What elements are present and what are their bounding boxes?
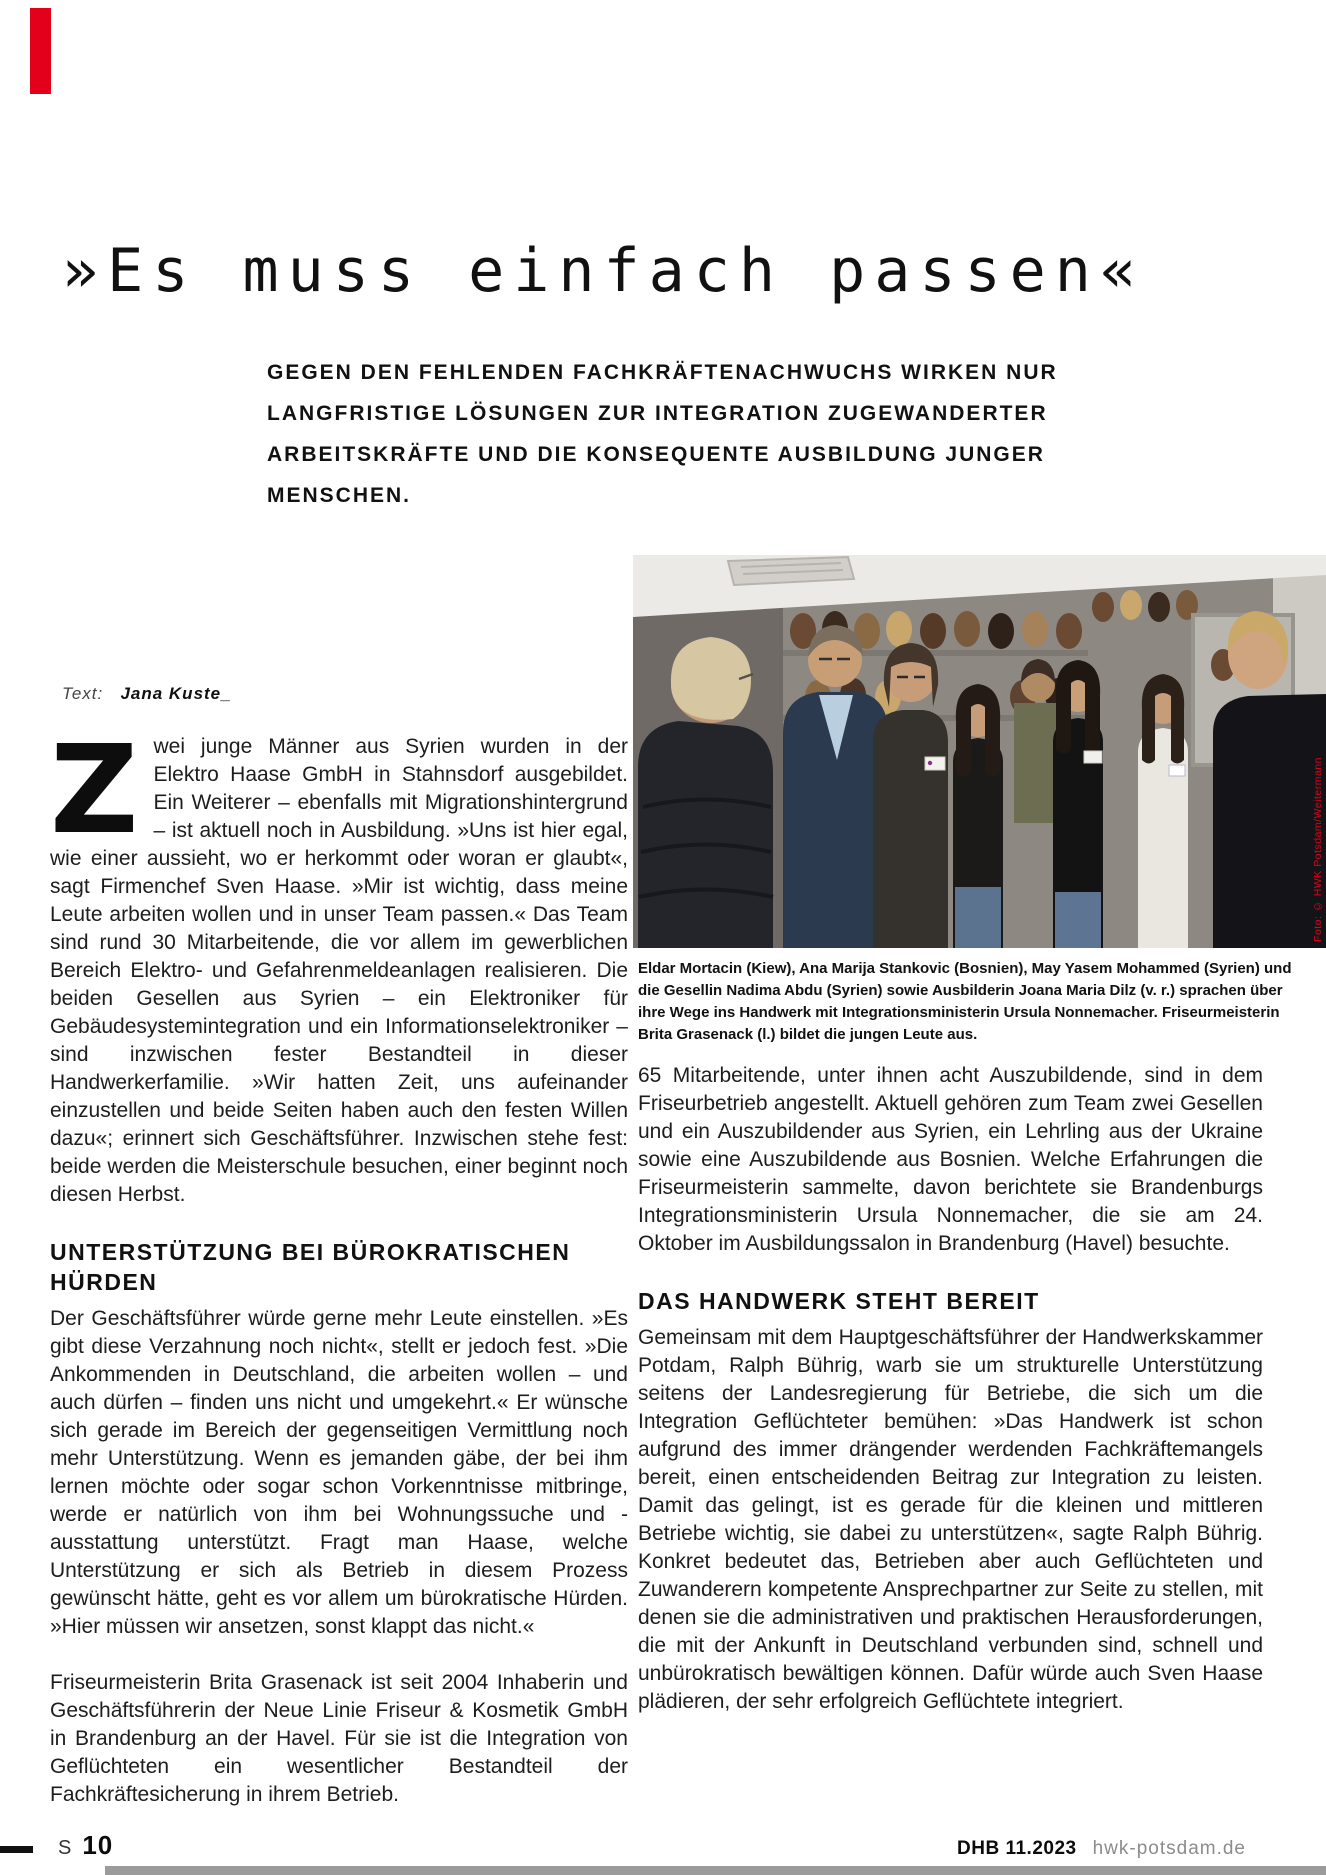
paragraph: 65 Mitarbeitende, unter ihnen acht Auszubildende, sind in dem Friseurbetrieb angestellt. Aktuell gehören zum Team zwei Gesellen und ein Auszubildender aus Syrien, ein Lehrling aus der Ukraine sowie eine Auszubildende aus Bosnien. Welche Erfahrungen die Friseurmeisterin sammelte, davon berichtete sie Brandenburgs Integrationsministerin Ursula Nonnemacher, die sie am 24. Oktober im Ausbildungssalon in Brandenburg (Havel) besuchte. [638,1064,1263,1255]
page-edge-marker [30,8,51,94]
footer-page-number [58,1830,113,1861]
article-column-left [50,719,628,1837]
paragraph: Der Geschäftsführer würde gerne mehr Leute einstellen. »Es gibt diese Verzahnung noch nicht«, stellt er jedoch fest. »Die Ankommenden in Deutschland, die arbeiten wollen – und auch dürfen – finden uns nicht und umgekehrt.« Er wünsche sich gerade im Bereich der gegenseitigen Vermittlung noch mehr Unterstützung. Wenn es jemanden gäbe, der bei ihm lernen möchte oder sogar schon Vorkenntnisse mitbringe, werde er natürlich von ihm bei Wohnungssuche und -ausstattung unterstützt. Fragt man Haase, welche Unterstützung er sich als Betrieb in diesem Prozess gewünscht hätte, geht es vor allem um bürokratische Hürden. »Hier müssen wir ansetzen, sonst klappt das nicht.« [50,1307,628,1638]
byline-author: Jana Kuste [120,684,222,703]
person-young-woman-3 [1138,674,1188,948]
section-subhead: UNTERSTÜTZUNG BEI BÜROKRATISCHEN HÜRDEN [50,1239,571,1295]
footer-website: hwk-potsdam.de [1092,1838,1246,1859]
photo-caption: Eldar Mortacin (Kiew), Ana Marija Stankovic (Bosnien), May Yasem Mohammed (Syrien) und die Gesellin Nadima Abdu (Syrien) sowie Ausbilderin Joana Maria Dilz (v. r.) sprachen über ihre Wege ins Handwerk mit Integrationsministerin Ursula Nonnemacher. Friseurmeisterin Brita Grasenack (l.) bildet die jungen Leute aus. [638,960,1292,1043]
footer-page-label: S [58,1837,74,1859]
footer-issue: DHB 11.2023 [957,1838,1077,1859]
footer-issue-info [957,1838,1246,1860]
article-photo [633,555,1326,948]
paragraph: Friseurmeisterin Brita Grasenack ist seit 2004 Inhaberin und Geschäftsführerin der Neue Linie Friseur & Kosmetik GmbH in Brandenburg an der Havel. Für sie ist die Integration von Geflüchteten ein wesentlicher Bestandteil der Fachkräftesicherung in ihrem Betrieb. [50,1671,628,1806]
ceiling-vent [728,557,854,585]
paragraph [50,719,628,1209]
paragraph: Gemeinsam mit dem Hauptgeschäftsführer der Handwerkskammer Potdam, Ralph Bührig, warb sie um strukturelle Unterstützung seitens der Landesregierung für Betriebe, die sich um die Integration Geflüchteter bemühen: »Das Handwerk ist schon aufgrund des immer drängender werdenden Fachkräftemangels bereit, einen entscheidenden Beitrag zur Integration zu leisten. Damit das gelingt, ist es gerade für die kleinen und mittleren Betriebe wichtig, sie dabei zu unterstützen«, sagte Ralph Bührig. Konkret bedeutet das, Betrieben aber auch Geflüchteten und Zuwanderern kompetente Ansprechpartner zur Seite zu stellen, mit denen sie die administrativen und praktischen Herausforderungen, die mit der Ankunft in Deutschland verbunden sind, schnell und unbürokratisch bewältigen können. Dafür würde auch Sven Haase plädieren, der sehr erfolgreich Geflüchtete integriert. [638,1326,1263,1713]
person-young-woman-2 [1053,660,1103,948]
byline-label: Text: [62,684,104,703]
standfirst: GEGEN DEN FEHLENDEN FACHKRÄFTENACHWUCHS WIRKEN NUR LANGFRISTIGE LÖSUNGEN ZUR INTEGRATION ZUGEWANDERTER ARBEITSKRÄFTE UND DIE KONSEQUENTE AUSBILDUNG JUNGER MENSCHEN. [267,361,1058,507]
article-column-right [638,1062,1263,1744]
footer-page-value: 10 [82,1830,114,1860]
article-headline: »Es muss einfach passen« [62,236,1145,306]
page-bottom-edge [105,1866,1326,1875]
person-young-woman-1 [953,684,1003,948]
footer-rule [0,1846,33,1853]
byline-suffix: _ [221,684,232,703]
section-subhead: DAS HANDWERK STEHT BEREIT [638,1288,1040,1314]
photo-credit: Foto: © HWK Potsdam/Weitermann [1312,757,1324,942]
paragraph-text: wei junge Männer aus Syrien wurden in der Elektro Haase GmbH in Stahnsdorf ausgebildet. Ein Weiterer – ebenfalls mit Migrationshintergrund – ist aktuell noch in Ausbildung. »Uns ist hier egal, wie einer aussieht, wo er herkommt oder woran er glaubt«, sagt Firmenchef Sven Haase. »Mir ist wichtig, dass meine Leute arbeiten wollen und in unser Team passen.« Das Team sind rund 30 Mitarbeitende, die vor allem im gewerblichen Bereich Elektro- und Gefahrenmeldeanlagen realisieren. Die beiden Gesellen aus Syrien – ein Elektroniker für Gebäudesystemintegration und ein Informationselektroniker – sind inzwischen fester Bestandteil in dieser Handwerkerfamilie. »Wir hatten Zeit, uns aufeinander einzustellen und beide Seiten haben auch den festen Willen dazu«; erinnert sich Geschäftsführer. Inzwischen stehe fest: beide werden die Meisterschule besuchen, einer beginnt noch diesen Herbst. [50,735,628,1206]
byline [62,684,232,704]
salon-group-photo-illustration [633,555,1326,948]
dropcap: Z [50,719,139,861]
